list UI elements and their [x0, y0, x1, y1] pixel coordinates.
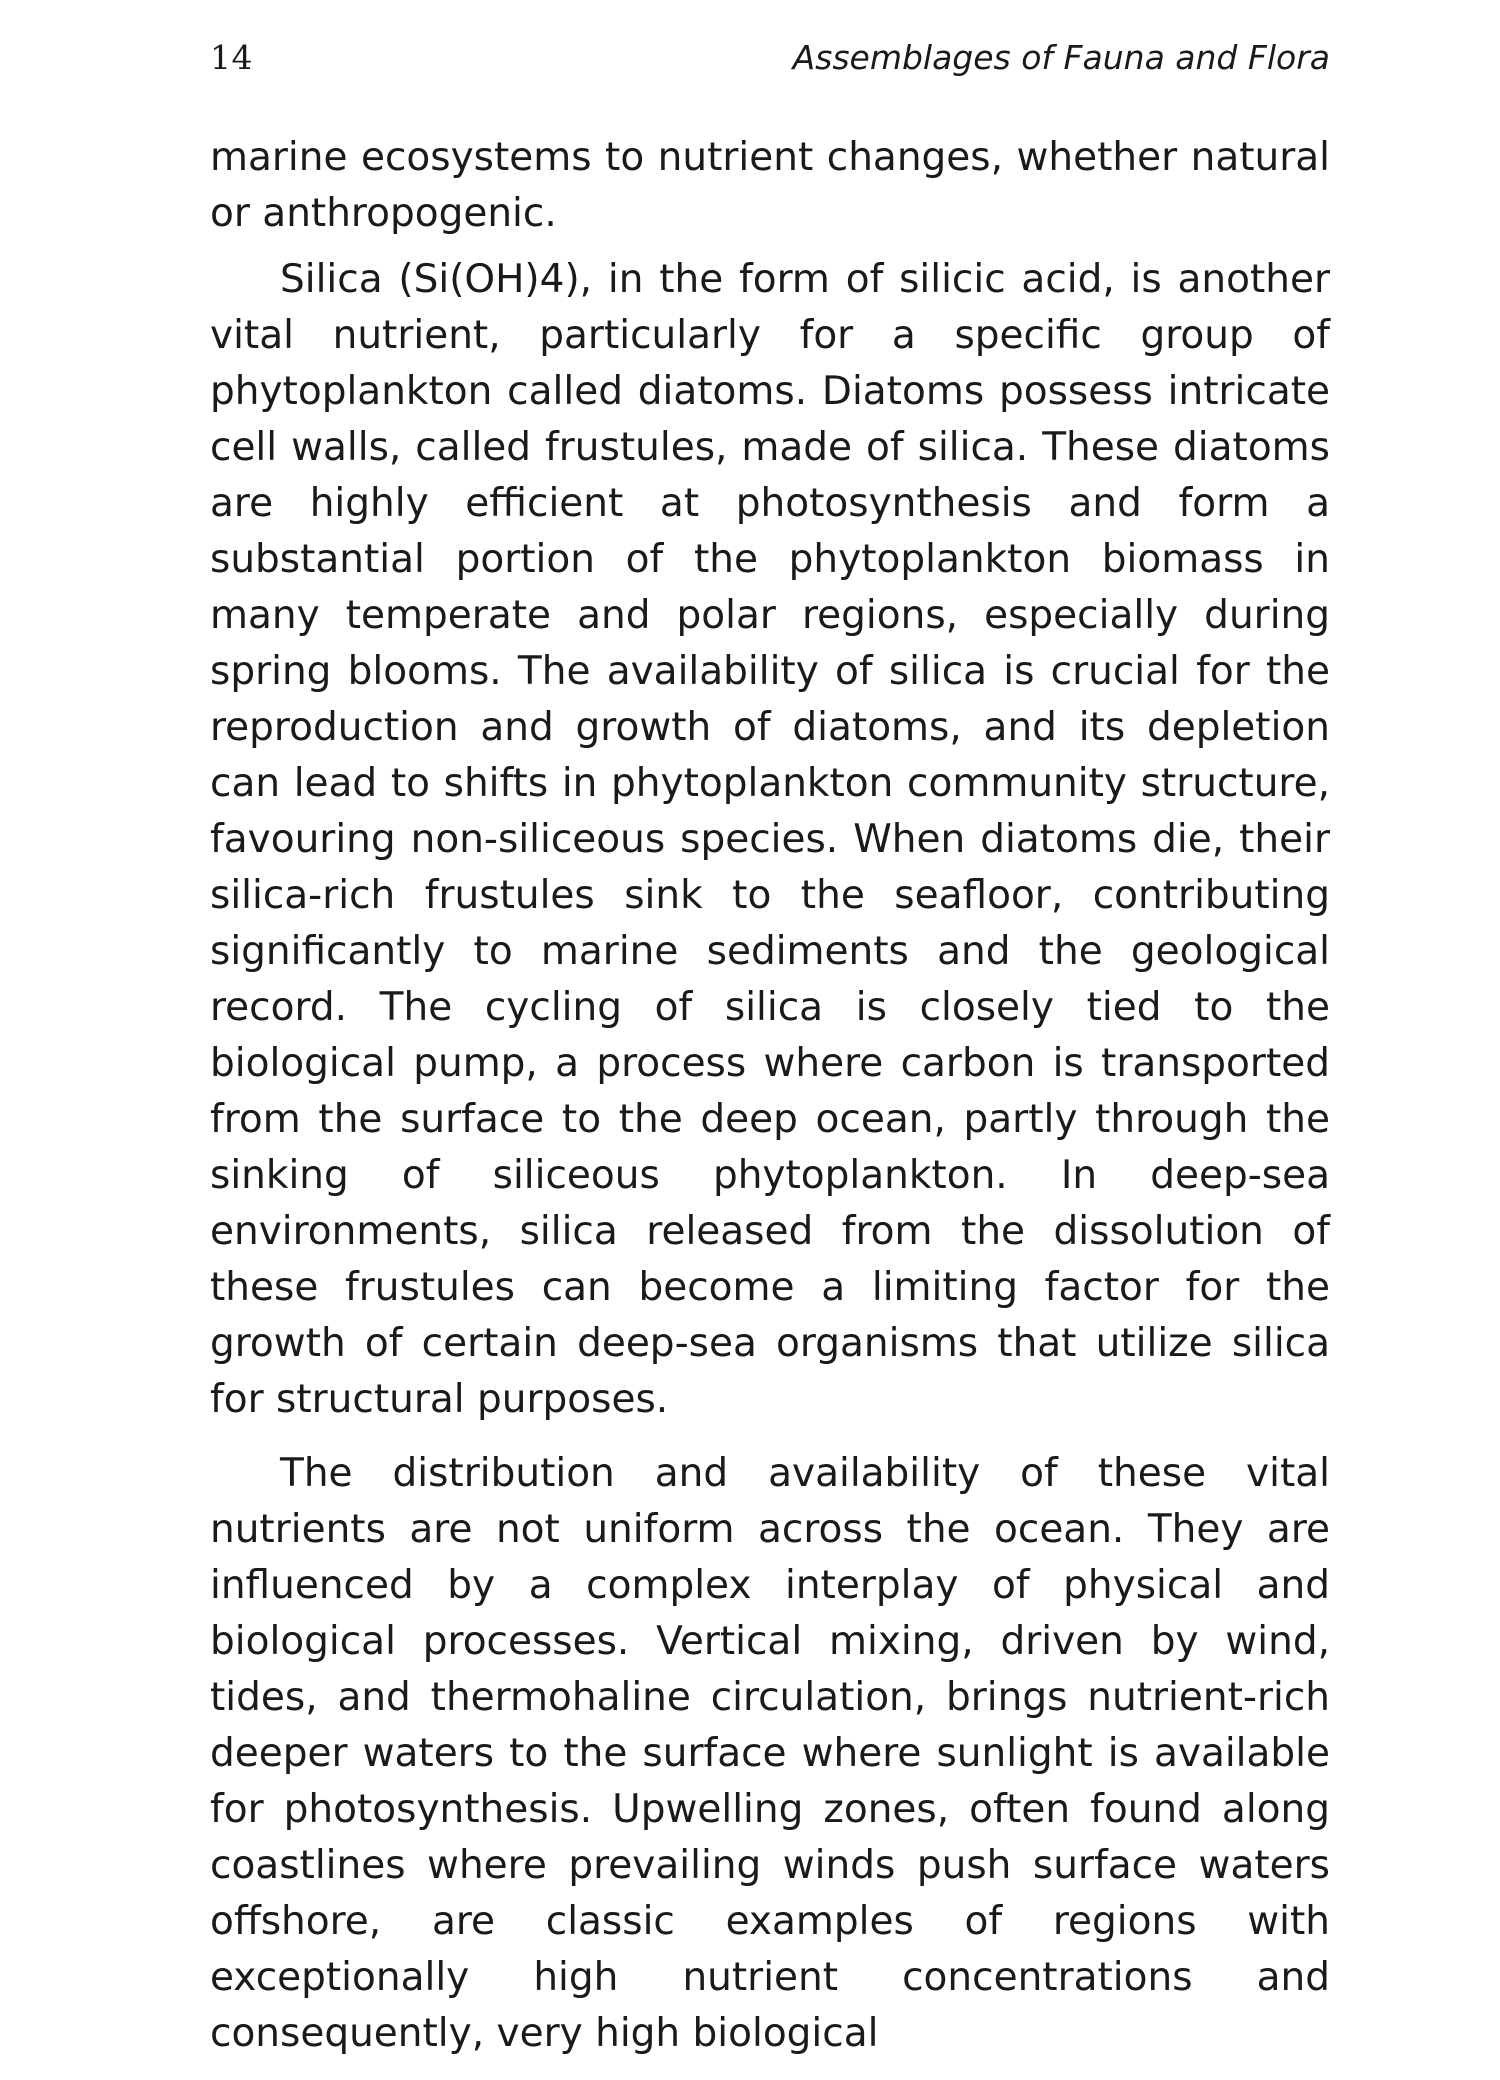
paragraph-continued: marine ecosystems to nutrient changes, whether natural or anthropogenic. — [210, 135, 1330, 236]
body-text — [210, 130, 1330, 2080]
running-title: Assemblages of Fauna and Flora — [792, 38, 1330, 77]
page-number: 14 — [210, 38, 253, 77]
paragraph-nutrient-distribution: The distribution and availability of these vital nutrients are not uniform across the ocean. They are influenced by a complex interplay of physical and biological processes. Vertical mixing, driven by wind, tides, and thermohaline circulation, brings nutrient-rich deeper waters to the surface where sunlight is available for photosynthesis. Upwelling zones, often found along coastlines where prevailing winds push surface waters offshore, are classic examples of regions with exceptionally high nutrient concentrations and consequently, very high biological — [210, 1451, 1330, 2056]
running-head — [210, 38, 1330, 86]
paragraph-silica: Silica (Si(OH)4), in the form of silicic acid, is another vital nutrient, particularly for a specific group of phytoplankton called diatoms. Diatoms possess intricate cell walls, called frustules, made of silica. These diatoms are highly efficient at photosynthesis and form a substantial portion of the phytoplankton biomass in many temperate and polar regions, especially during spring blooms. The availability of silica is crucial for the reproduction and growth of diatoms, and its depletion can lead to shifts in phytoplankton community structure, favouring non-siliceous species. When diatoms die, their silica-rich frustules sink to the seafloor, contributing significantly to marine sediments and the geological record. The cycling of silica is closely tied to the biological pump, a process where carbon is transported from the surface to the deep ocean, partly through the sinking of siliceous phytoplankton. In deep-sea environments, silica released from the dissolution of these frustules can become a limiting factor for the growth of certain deep-sea organisms that utilize silica for structural purposes. — [210, 257, 1330, 1422]
